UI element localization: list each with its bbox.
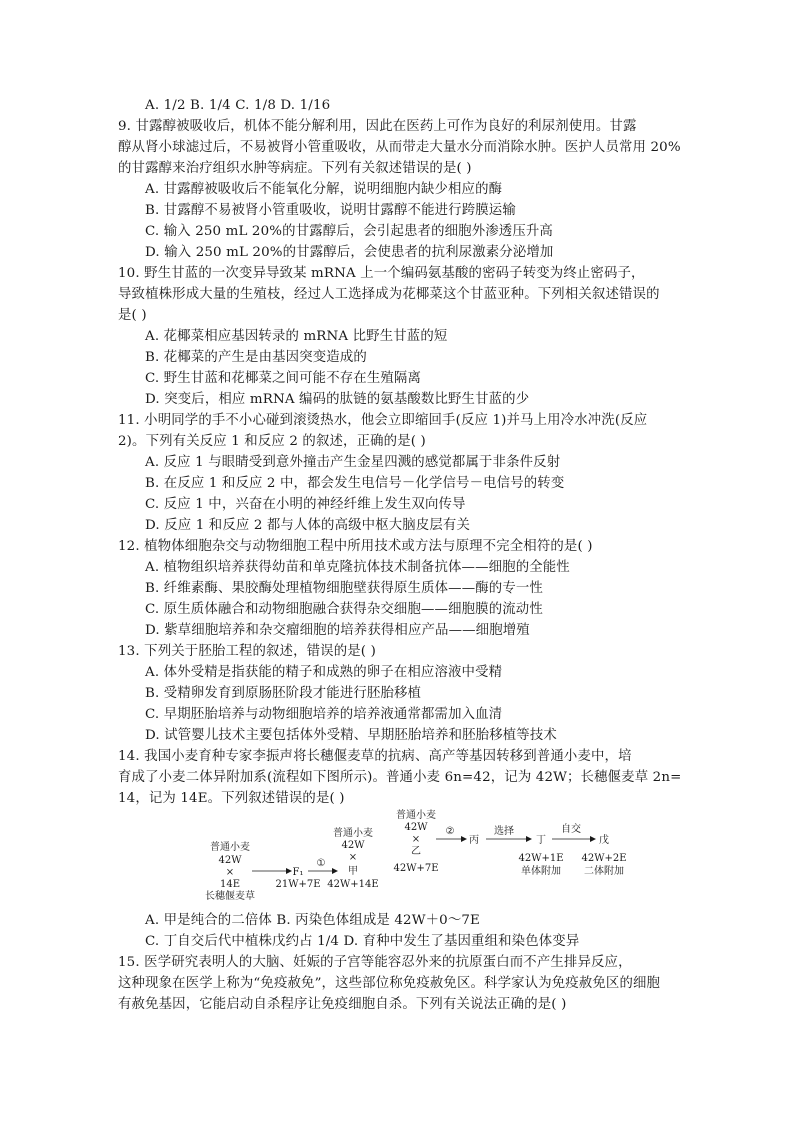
- q14-stem-line2: 育成了小麦二体异附加系(流程如下图所示)。普通小麦 6n=42，记为 42W；长穗偃麦草 2n=: [118, 770, 682, 785]
- parent1-genome: 42W: [218, 855, 242, 866]
- q14-stem-line1: 14. 我国小麦育种专家李振声将长穗偃麦草的抗病、高产等基因转移到普通小麦中，培: [118, 749, 632, 764]
- q11-stem-line2: 2)。下列有关反应 1 和反应 2 的叙述，正确的是( ): [118, 434, 426, 449]
- q10-option-b: B. 花椰菜的产生是由基因突变造成的: [145, 350, 367, 365]
- q9-option-d: D. 输入 250 mL 20%的甘露醇后，会使患者的抗利尿激素分泌增加: [145, 245, 554, 260]
- wu-genome: 42W+2E: [581, 853, 627, 864]
- jia-genome: 42W+14E: [327, 879, 379, 890]
- q11-option-d: D. 反应 1 和反应 2 都与人体的高级中枢大脑皮层有关: [145, 518, 470, 533]
- cross-symbol-3: ×: [411, 834, 421, 845]
- q12-option-b: B. 纤维素酶、果胶酶处理植物细胞壁获得原生质体——酶的专一性: [145, 581, 543, 596]
- q14-stem-line3: 14，记为 14E。下列叙述错误的是( ): [118, 791, 345, 806]
- ding-label: 丁: [536, 835, 546, 846]
- q11-option-b: B. 在反应 1 和反应 2 中，都会发生电信号－化学信号－电信号的转变: [145, 476, 565, 491]
- bing-label: 丙: [469, 835, 479, 846]
- q12-stem-line1: 12. 植物体细胞杂交与动物细胞工程中所用技术或方法与原理不完全相符的是( ): [118, 539, 593, 554]
- parent4-label: 普通小麦: [396, 810, 436, 821]
- arrow-head-2: [332, 868, 338, 874]
- yi-genome: 42W+7E: [393, 863, 439, 874]
- q13-option-b: B. 受精卵发育到原肠胚阶段才能进行胚胎移植: [145, 686, 422, 701]
- q13-option-a: A. 体外受精是指获能的精子和成熟的卵子在相应溶液中受精: [145, 665, 503, 680]
- q9-stem-line2: 醇从肾小球滤过后，不易被肾小管重吸收，从而带走大量水分而消除水肿。医护人员常用 20%: [118, 140, 681, 155]
- arrow-head-3: [461, 836, 467, 842]
- q9-stem-line3: 的甘露醇来治疗组织水肿等病症。下列有关叙述错误的是( ): [118, 161, 472, 176]
- ding-genome: 42W+1E: [518, 853, 564, 864]
- q12-option-d: D. 紫草细胞培养和杂交瘤细胞的培养获得相应产品——细胞增殖: [145, 623, 530, 638]
- parent3-genome: 42W: [341, 840, 365, 851]
- parent4-genome: 42W: [404, 822, 428, 833]
- arrow-head-4: [526, 836, 532, 842]
- q9-option-a: A. 甘露醇被吸收后不能氧化分解，说明细胞内缺少相应的酶: [145, 182, 503, 197]
- q9-option-b: B. 甘露醇不易被肾小管重吸收，说明甘露醇不能进行跨膜运输: [145, 203, 516, 218]
- parent3-label: 普通小麦: [333, 828, 373, 839]
- wu-label: 戊: [599, 835, 609, 846]
- f1-genome: 21W+7E: [275, 879, 321, 890]
- q12-option-a: A. 植物组织培养获得幼苗和单克隆抗体技术制备抗体——细胞的全能性: [145, 560, 570, 575]
- q10-stem-line1: 10. 野生甘蓝的一次变异导致某 mRNA 上一个编码氨基酸的密码子转变为终止密码子，: [118, 266, 645, 281]
- q10-option-a: A. 花椰菜相应基因转录的 mRNA 比野生甘蓝的短: [145, 329, 448, 344]
- q11-option-c: C. 反应 1 中，兴奋在小明的神经纤维上发生双向传导: [145, 497, 466, 512]
- q10-option-c: C. 野生甘蓝和花椰菜之间可能不存在生殖隔离: [145, 371, 422, 386]
- q15-stem-line1: 15. 医学研究表明人的大脑、妊娠的子宫等能容忍外来的抗原蛋白而不产生排异反应，: [118, 955, 632, 970]
- q9-option-c: C. 输入 250 mL 20%的甘露醇后，会引起患者的细胞外渗透压升高: [145, 224, 553, 239]
- q13-option-d: D. 试管婴儿技术主要包括体外受精、早期胚胎培养和胚胎移植等技术: [145, 728, 557, 743]
- q12-option-c: C. 原生质体融合和动物细胞融合获得杂交细胞——细胞膜的流动性: [145, 602, 543, 617]
- parent2-label: 长穗偃麦草: [205, 891, 255, 902]
- q15-stem-line2: 这种现象在医学上称为“免疫赦免”，这些部位称免疫赦免区。科学家认为免疫赦免区的细胞: [118, 976, 661, 991]
- selfing-label: 自交: [561, 824, 581, 835]
- q14-options-row1: A. 甲是纯合的二倍体 B. 丙染色体组成是 42W＋0～7E: [145, 913, 480, 928]
- q13-stem-line1: 13. 下列关于胚胎工程的叙述，错误的是( ): [118, 644, 376, 659]
- arrow-head-5: [590, 836, 596, 842]
- ding-note: 单体附加: [521, 866, 561, 877]
- yi-label: 乙: [411, 846, 421, 857]
- cross-symbol-1: ×: [225, 867, 235, 878]
- q8-options: A. 1/2 B. 1/4 C. 1/8 D. 1/16: [145, 98, 331, 113]
- select-label: 选择: [494, 826, 514, 837]
- q11-stem-line1: 11. 小明同学的手不小心碰到滚烫热水，他会立即缩回手(反应 1)并马上用冷水冲洗(反应: [118, 413, 648, 428]
- wu-note: 二体附加: [584, 866, 624, 877]
- cross-symbol-2: ×: [348, 852, 358, 863]
- f1-label: F₁: [292, 867, 304, 878]
- parent2-genome: 14E: [219, 879, 241, 890]
- q10-stem-line3: 是( ): [118, 308, 147, 323]
- q14-options-row2: C. 丁自交后代中植株戊约占 1/4 D. 育种中发生了基因重组和染色体变异: [145, 934, 580, 949]
- arrow-head-1: [286, 868, 292, 874]
- q15-stem-line3: 有赦免基因，它能启动自杀程序让免疫细胞自杀。下列有关说法正确的是( ): [118, 997, 567, 1012]
- parent1-label: 普通小麦: [210, 842, 250, 853]
- q10-stem-line2: 导致植株形成大量的生殖枝，经过人工选择成为花椰菜这个甘蓝亚种。下列相关叙述错误的: [118, 287, 660, 302]
- step2-marker: ②: [445, 826, 455, 837]
- q10-option-d: D. 突变后，相应 mRNA 编码的肽链的氨基酸数比野生甘蓝的少: [145, 392, 530, 407]
- q9-stem-line1: 9. 甘露醇被吸收后，机体不能分解利用，因此在医药上可作为良好的利尿剂使用。甘露: [118, 119, 637, 134]
- q11-option-a: A. 反应 1 与眼睛受到意外撞击产生金星四溅的感觉都属于非条件反射: [145, 455, 561, 470]
- q13-option-c: C. 早期胚胎培养与动物细胞培养的培养液通常都需加入血清: [145, 707, 503, 722]
- jia-label: 甲: [348, 866, 358, 877]
- step1-marker: ①: [316, 858, 326, 869]
- breeding-flowchart: [190, 808, 630, 908]
